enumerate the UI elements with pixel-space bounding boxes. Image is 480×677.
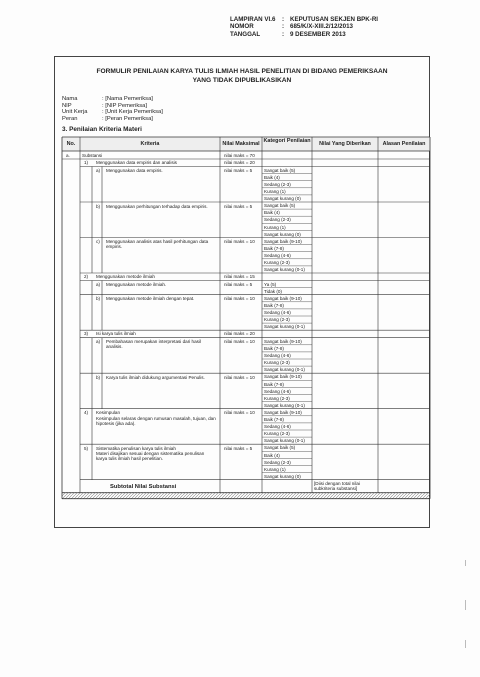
header-key: LAMPIRAN VI.6	[230, 16, 276, 23]
category-option: Sedang (2-3)	[264, 217, 291, 223]
category-option: Sangat baik (9-10)	[264, 374, 302, 380]
col-header-kriteria: Kriteria	[140, 141, 160, 147]
criteria-max: nilai maks = 15	[224, 274, 255, 280]
subcriteria-label: Menggunakan perhitungan terhadap data empiris.	[106, 203, 208, 209]
category-option: Sangat baik (9-10)	[264, 409, 302, 415]
subcriteria-max: nilai maks = 5	[224, 282, 253, 287]
category-option: Sangat kurang (0-1)	[264, 267, 305, 273]
category-option: Sangat kurang (0)	[264, 473, 301, 479]
category-option: Sangat kurang (0-1)	[264, 438, 305, 444]
form-title-line2: YANG TIDAK DIPUBLIKASIKAN	[192, 77, 292, 84]
category-option: Sangat kurang (0)	[264, 196, 301, 202]
category-option: Sangat baik (5)	[264, 445, 296, 451]
subcriteria-max: nilai maks = 10	[224, 410, 255, 416]
scan-mark	[465, 560, 466, 566]
header-colon: :	[282, 23, 285, 31]
subcriteria-max: nilai maks = 5	[224, 203, 253, 209]
criteria-number: 2)	[84, 274, 89, 280]
subcriteria-max: nilai maks = 5	[224, 168, 253, 173]
criteria-label: Menggunakan data empiris dan analisis	[96, 160, 177, 166]
header-value: 685/K/X-XIII.2/12/2013	[290, 23, 353, 31]
category-option: Baik (4)	[264, 174, 280, 180]
header-value: KEPUTUSAN SEKJEN BPK-RI	[290, 16, 379, 23]
category-option: Sangat baik (5)	[264, 167, 296, 173]
identity-value: : [Peran Pemeriksa]	[102, 115, 153, 122]
subcriteria-max: nilai maks = 10	[224, 239, 255, 244]
scan-mark	[465, 640, 466, 648]
criteria-description: Materi disajikan sesuai dengan sistematika penulisan karya tulis ilmiah hasil penelitian.	[96, 451, 205, 462]
criteria-max: nilai maks = 20	[224, 331, 255, 337]
category-option: Tidak (0)	[264, 288, 282, 294]
category-option: Sangat baik (9-10)	[264, 295, 302, 301]
identity-value: : [NIP Pemeriksa]	[102, 102, 147, 109]
subcriteria-label: Pembahasan merupakan interpretasi dari hasil analisis.	[106, 339, 201, 350]
category-option: Sedang (4-6)	[264, 252, 291, 258]
category-option: Sangat kurang (0-1)	[264, 367, 305, 373]
section-heading: 3. Penilaian Kriteria Materi	[62, 126, 142, 133]
category-option: Sangat baik (9-10)	[264, 238, 302, 244]
category-option: Baik (7-8)	[264, 381, 284, 387]
category-option: Sangat kurang (0-1)	[264, 402, 305, 408]
category-option: Baik (7-8)	[264, 303, 284, 308]
subcriteria-label: Karya tulis ilmiah didukung argumentasi Penulis.	[106, 374, 205, 380]
subcriteria-max: nilai maks = 5	[224, 445, 253, 451]
criteria-label: Kesimpulan	[96, 410, 121, 416]
header-key: TANGGAL	[230, 30, 261, 38]
category-option: Sangat kurang (0-1)	[264, 324, 305, 330]
category-option: Kurang (1)	[264, 224, 286, 230]
scan-mark	[465, 600, 466, 610]
form-title-line1: FORMULIR PENILAIAN KARYA TULIS ILMIAH HASIL PENELITIAN DI BIDANG PEMERIKSAAN	[96, 68, 388, 75]
criteria-max: nilai maks = 20	[224, 160, 255, 166]
col-header-nilai-maks: Nilai Maksimal	[222, 141, 260, 147]
criteria-number: 1)	[84, 160, 89, 166]
category-option: Baik (7-8)	[264, 417, 284, 422]
subtotal-note: [Diisi dengan total nilai subkriteria substansi]	[314, 481, 360, 492]
subcriteria-max: nilai maks = 10	[224, 339, 255, 345]
identity-value: : [Nama Pemeriksa]	[102, 96, 153, 102]
criteria-number: 5)	[84, 445, 89, 451]
identity-key: NIP	[62, 102, 72, 109]
category-option: Sangat baik (9-10)	[264, 338, 302, 344]
subcriteria-letter: b)	[96, 296, 101, 302]
category-option: Sedang (4-6)	[264, 310, 291, 316]
category-option: Baik (4)	[264, 452, 280, 458]
col-header-kategori: Kategori Penilaian	[263, 138, 311, 144]
header-value: 9 DESEMBER 2013	[290, 30, 346, 38]
identity-key: Nama	[62, 96, 78, 102]
category-option: Kurang (2-3)	[264, 395, 290, 401]
subcriteria-letter: a)	[96, 168, 101, 173]
identity-value: : [Unit Kerja Pemeriksa]	[102, 109, 163, 116]
category-option: Sangat baik (5)	[264, 203, 296, 209]
subtotal-label: Subtotal Nilai Substansi	[110, 483, 177, 490]
category-option: Kurang (1)	[264, 189, 286, 194]
subcriteria-label: Menggunakan data empiris.	[106, 168, 163, 173]
header-colon: :	[282, 16, 285, 23]
category-option: Sedang (2-3)	[264, 459, 291, 465]
header-colon: :	[282, 30, 285, 38]
subcriteria-letter: b)	[96, 374, 101, 380]
col-header-alasan: Alasan Penilaian	[382, 141, 426, 147]
category-option: Sangat kurang (0)	[264, 231, 301, 237]
category-option: Baik (7-8)	[264, 346, 284, 351]
category-option: Kurang (1)	[264, 466, 286, 472]
category-option: Ya (5)	[264, 281, 277, 287]
category-option: Kurang (2-3)	[264, 260, 290, 265]
group-label: Substansi	[82, 152, 103, 158]
criteria-label: Menggunakan metode ilmiah	[96, 274, 155, 280]
criteria-number: 4)	[84, 410, 89, 416]
criteria-number: 3)	[84, 331, 89, 337]
subcriteria-letter: a)	[96, 339, 101, 345]
category-option: Baik (4)	[264, 210, 280, 216]
identity-key: Unit Kerja	[62, 109, 88, 116]
group-letter: a.	[66, 152, 70, 158]
category-option: Kurang (2-3)	[264, 317, 290, 323]
category-option: Kurang (2-3)	[264, 431, 290, 437]
col-header-no: No.	[66, 141, 76, 147]
category-option: Kurang (2-3)	[264, 360, 290, 366]
subcriteria-letter: b)	[96, 203, 101, 209]
subcriteria-max: nilai maks = 10	[224, 374, 255, 380]
category-option: Sedang (2-3)	[264, 181, 291, 187]
subtotal-max: nilai maks = 70	[224, 152, 255, 158]
hatched-strip	[62, 493, 430, 499]
identity-key: Peran	[62, 115, 78, 122]
category-option: Sedang (4-6)	[264, 424, 291, 430]
subcriteria-label: Menggunakan metode ilmiah.	[106, 282, 167, 287]
header-key: NOMOR	[230, 23, 254, 31]
category-option: Baik (7-8)	[264, 245, 284, 251]
category-option: Sedang (4-6)	[264, 353, 291, 359]
subcriteria-letter: c)	[96, 239, 100, 244]
col-header-nilai-diberikan: Nilai Yang Diberikan	[319, 141, 371, 147]
criteria-label: Isi karya tulis ilmiah	[96, 331, 136, 337]
subcriteria-max: nilai maks = 10	[224, 296, 255, 302]
subcriteria-letter: a)	[96, 282, 101, 287]
category-option: Sedang (4-6)	[264, 388, 291, 394]
criteria-description: Kesimpulan selaras dengan rumusan masalah, tujuan, dan hipotesis (jika ada).	[96, 415, 216, 426]
subcriteria-label: Menggunakan metode ilmiah dengan tepat.	[106, 296, 195, 302]
subcriteria-label: Menggunakan analisis atas hasil perhitungan data empiris.	[106, 239, 209, 250]
criteria-label: Sistematika penulisan karya tulis ilmiah	[96, 445, 176, 451]
